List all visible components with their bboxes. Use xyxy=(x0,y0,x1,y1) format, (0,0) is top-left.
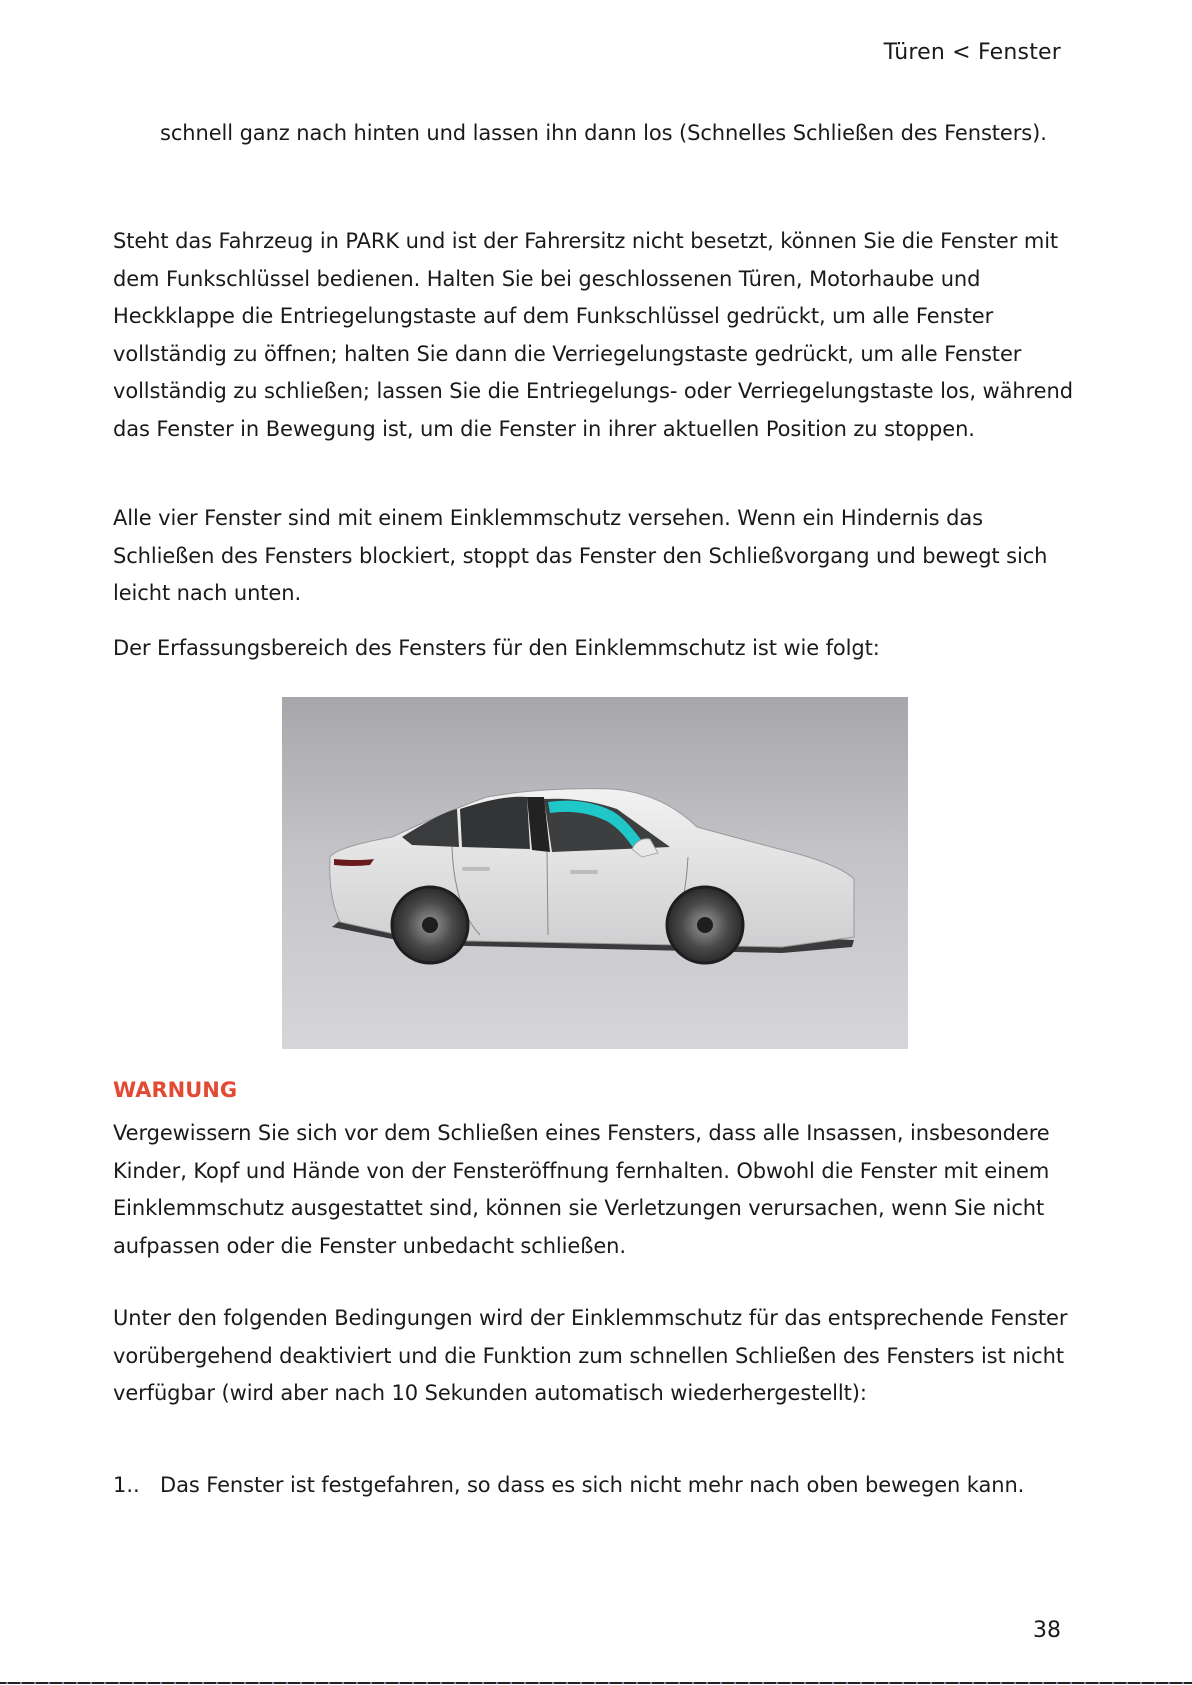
warning-title: WARNUNG xyxy=(113,1078,238,1102)
list-item-text: Das Fenster ist festgefahren, so dass es sich nicht mehr nach oben bewegen kann. xyxy=(160,1473,1025,1497)
bottom-rule xyxy=(0,1682,1192,1684)
continuation-paragraph: schnell ganz nach hinten und lassen ihn dann los (Schnelles Schließen des Fensters). xyxy=(160,121,1047,145)
anti-pinch-paragraph: Alle vier Fenster sind mit einem Einklemmschutz versehen. Wenn ein Hindernis das Schließen des Fensters blockiert, stoppt das Fenster den Schließvorgang und bewegt sich leicht nach unten. xyxy=(113,506,1048,605)
page-number: 38 xyxy=(1033,1618,1061,1643)
car-front-door-handle xyxy=(570,870,598,874)
section-breadcrumb: Türen < Fenster xyxy=(883,40,1061,65)
car-window-figure xyxy=(282,697,908,1049)
car-rear-door-handle xyxy=(462,867,490,871)
detection-intro-paragraph: Der Erfassungsbereich des Fensters für den Einklemmschutz ist wie folgt: xyxy=(113,636,880,660)
key-fob-paragraph: Steht das Fahrzeug in PARK und ist der Fahrersitz nicht besetzt, können Sie die Fenster mit dem Funkschlüssel bedienen. Halten Sie bei geschlossenen Türen, Motorhaube und Heckklappe die Entriegelungstaste auf dem Funkschlüssel gedrückt, um alle Fenster vollständig zu öffnen; halten Sie dann die Verriegelungstaste gedrückt, um alle Fenster vollständig zu schließen; lassen Sie die Entriegelungs- oder Verriegelungstaste los, während das Fenster in Bewegung ist, um die Fenster in ihrer aktuellen Position zu stoppen. xyxy=(113,229,1073,441)
list-item-number: 1.. xyxy=(113,1473,140,1497)
car-illustration xyxy=(282,697,908,1049)
conditions-intro-paragraph: Unter den folgenden Bedingungen wird der Einklemmschutz für das entsprechende Fenster vorübergehend deaktiviert und die Funktion zum schnellen Schließen des Fensters ist nicht verfügbar (wird aber nach 10 Sekunden automatisch wiederhergestellt): xyxy=(113,1306,1068,1405)
car-tail-light xyxy=(334,859,374,866)
warning-text: Vergewissern Sie sich vor dem Schließen eines Fensters, dass alle Insassen, insbesondere Kinder, Kopf und Hände von der Fensteröffnung fernhalten. Obwohl die Fenster mit einem Einklemmschutz ausgestattet sind, können sie Verletzungen verursachen, wenn Sie nicht aufpassen oder die Fenster unbedacht schließen. xyxy=(113,1121,1050,1258)
